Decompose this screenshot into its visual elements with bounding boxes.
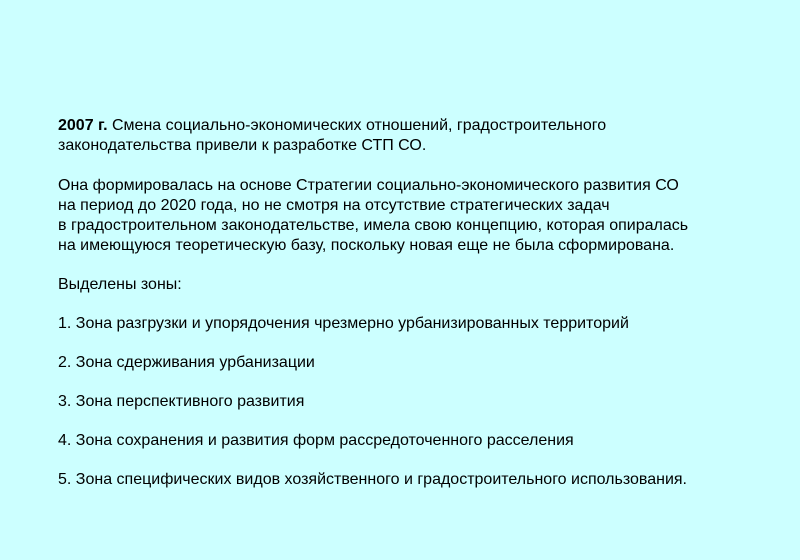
zone-item: 3. Зона перспективного развития — [58, 393, 305, 410]
zones-heading: Выделены зоны: — [58, 276, 182, 293]
zone-item: 1. Зона разгрузки и упорядочения чрезмерно урбанизированных территорий — [58, 315, 629, 332]
paragraph-line: на имеющуюся теоретическую базу, поскольку новая еще не была сформирована. — [58, 237, 675, 254]
intro-year: 2007 г. — [58, 117, 108, 134]
zone-item: 4. Зона сохранения и развития форм рассредоточенного расселения — [58, 432, 574, 449]
intro-text-line1: Смена социально-экономических отношений, градостроительного — [107, 117, 607, 134]
intro-paragraph — [58, 116, 778, 156]
zone-item: 5. Зона специфических видов хозяйственного и градостроительного использования. — [58, 471, 687, 488]
paragraph-line: Она формировалась на основе Стратегии социально-экономического развития СО — [58, 177, 679, 194]
paragraph-line: на период до 2020 года, но не смотря на отсутствие стратегических задач — [58, 197, 610, 214]
slide-content — [58, 116, 778, 490]
zone-item: 2. Зона сдерживания урбанизации — [58, 354, 315, 371]
paragraph-line: в градостроительном законодательстве, имела свою концепцию, которая опиралась — [58, 217, 689, 234]
zones-list — [58, 275, 778, 490]
intro-text-line2: законодательства привели к разработке СТП СО. — [58, 137, 427, 154]
strategy-paragraph — [58, 176, 778, 256]
